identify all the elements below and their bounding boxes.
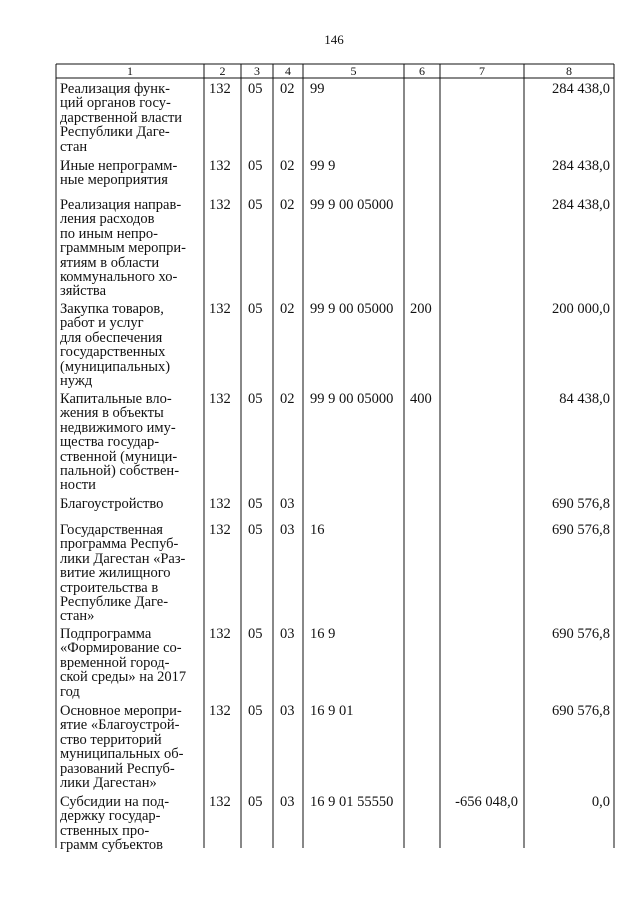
- target-article-code: 16: [310, 522, 325, 538]
- row-name: Субсидии на под- держку государ- ственных про- грамм субъектов: [60, 794, 170, 854]
- section-code: 05: [248, 794, 263, 810]
- target-article-code: 16 9: [310, 626, 336, 642]
- expense-type-code: 200: [410, 301, 432, 317]
- row-name: Иные непрограмм- ные мероприятия: [60, 158, 178, 189]
- amount-total: 284 438,0: [552, 197, 610, 213]
- subsection-code: 03: [280, 626, 295, 642]
- ministry-code: 132: [209, 496, 231, 512]
- column-header: 7: [479, 64, 485, 78]
- ministry-code: 132: [209, 197, 231, 213]
- row-name: Капитальные вло- жения в объекты недвижимого иму- щества государ- ственной (муници- пальной) собствен- ности: [60, 391, 180, 494]
- section-code: 05: [248, 391, 263, 407]
- target-article-code: 99 9 00 05000: [310, 391, 394, 407]
- ministry-code: 132: [209, 522, 231, 538]
- row-name: Подпрограмма «Формирование со- временной город- ской среды» на 2017 год: [60, 626, 187, 700]
- ministry-code: 132: [209, 794, 231, 810]
- subsection-code: 02: [280, 197, 295, 213]
- subsection-code: 02: [280, 301, 295, 317]
- column-header: 8: [566, 64, 572, 78]
- row-name: Закупка товаров, работ и услуг для обеспечения государственных (муниципальных) нужд: [60, 301, 171, 390]
- section-code: 05: [248, 522, 263, 538]
- column-header: 3: [254, 64, 260, 78]
- ministry-code: 132: [209, 626, 231, 642]
- target-article-code: 99 9: [310, 158, 336, 174]
- target-article-code: 16 9 01 55550: [310, 794, 394, 810]
- target-article-code: 16 9 01: [310, 703, 354, 719]
- section-code: 05: [248, 703, 263, 719]
- section-code: 05: [248, 626, 263, 642]
- ministry-code: 132: [209, 158, 231, 174]
- amount-total: 690 576,8: [552, 496, 610, 512]
- section-code: 05: [248, 301, 263, 317]
- section-code: 05: [248, 197, 263, 213]
- row-name: Основное меропри- ятие «Благоустрой- ство территорий муниципальных об- разований Респуб- лики Дагестан»: [60, 703, 184, 792]
- amount-total: 0,0: [591, 794, 610, 810]
- ministry-code: 132: [209, 391, 231, 407]
- amount-total: 690 576,8: [552, 703, 610, 719]
- amount-total: 284 438,0: [552, 158, 610, 174]
- amount-total: 284 438,0: [552, 81, 610, 97]
- column-header: 6: [419, 64, 425, 78]
- section-code: 05: [248, 81, 263, 97]
- subsection-code: 03: [280, 703, 295, 719]
- section-code: 05: [248, 496, 263, 512]
- row-name: Благоустройство: [60, 496, 164, 512]
- target-article-code: 99: [310, 81, 325, 97]
- amount-change: -656 048,0: [455, 794, 518, 810]
- amount-total: 84 438,0: [559, 391, 610, 407]
- amount-total: 690 576,8: [552, 522, 610, 538]
- ministry-code: 132: [209, 301, 231, 317]
- ministry-code: 132: [209, 81, 231, 97]
- subsection-code: 03: [280, 522, 295, 538]
- amount-total: 690 576,8: [552, 626, 610, 642]
- column-header: 5: [350, 64, 357, 78]
- subsection-code: 03: [280, 794, 295, 810]
- column-header: 4: [285, 64, 291, 78]
- target-article-code: 99 9 00 05000: [310, 301, 394, 317]
- subsection-code: 03: [280, 496, 295, 512]
- expense-type-code: 400: [410, 391, 432, 407]
- column-header: 1: [127, 64, 133, 78]
- section-code: 05: [248, 158, 263, 174]
- page-number: 146: [324, 32, 344, 47]
- subsection-code: 02: [280, 391, 295, 407]
- column-header: 2: [219, 64, 226, 78]
- amount-total: 200 000,0: [552, 301, 610, 317]
- ministry-code: 132: [209, 703, 231, 719]
- row-name: Реализация функ- ций органов госу- дарственной власти Республики Даге- стан: [60, 81, 183, 155]
- target-article-code: 99 9 00 05000: [310, 197, 394, 213]
- subsection-code: 02: [280, 81, 295, 97]
- row-name: Реализация направ- ления расходов по иным непро- граммным меропри- ятиям в области коммунального хо- зяйства: [60, 197, 186, 300]
- row-name: Государственная программа Респуб- лики Дагестан «Раз- витие жилищного строительства в Республике Даге- стан»: [60, 522, 186, 625]
- subsection-code: 02: [280, 158, 295, 174]
